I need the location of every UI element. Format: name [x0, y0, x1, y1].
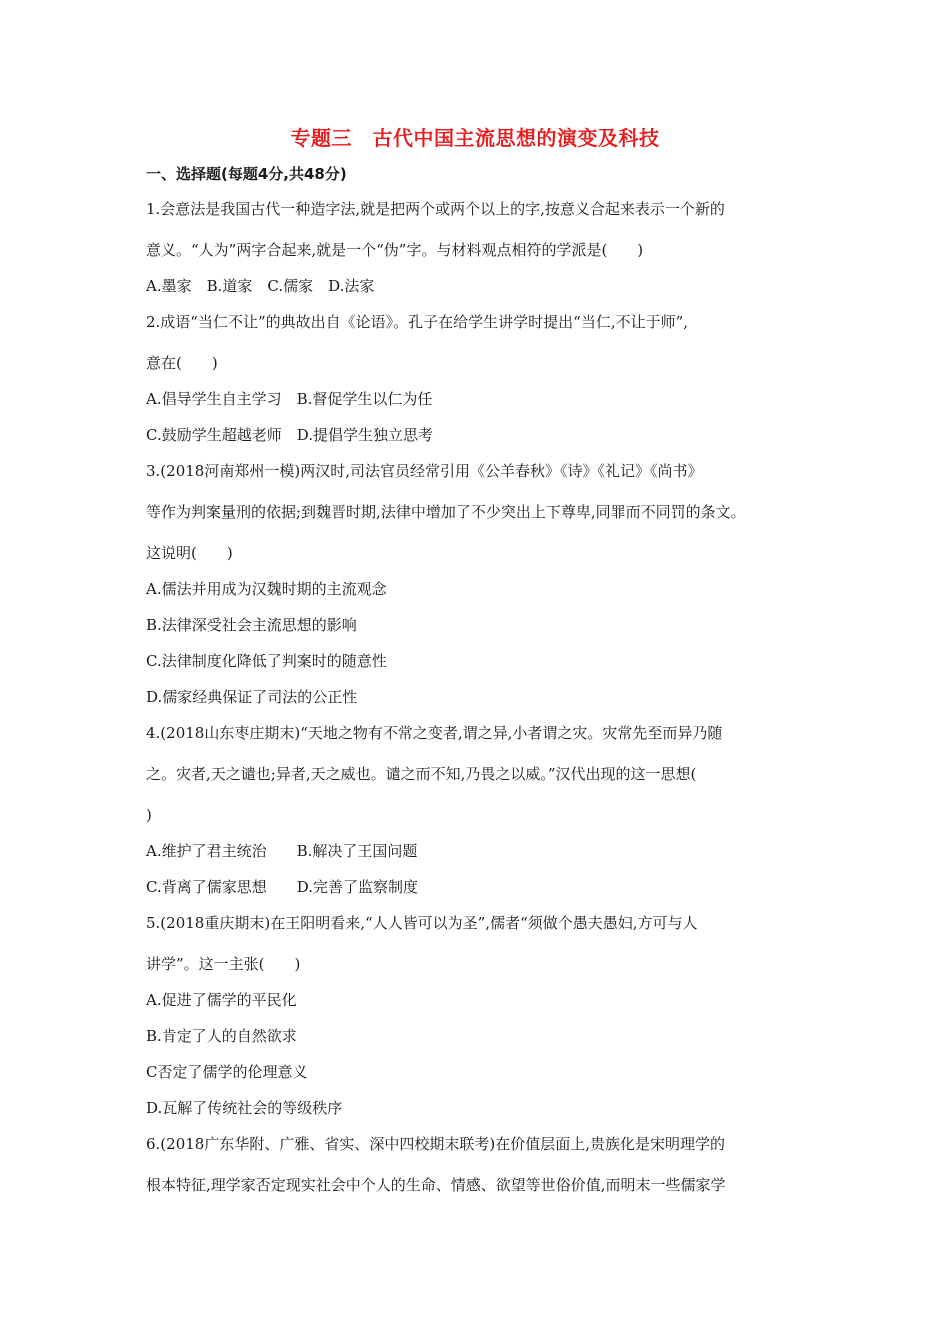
question-5-option-c: C否定了儒学的伦理意义	[146, 1063, 308, 1081]
question-5-option-b: B.肯定了人的自然欲求	[146, 1027, 297, 1045]
question-5-stem-line-2: 讲学”。这一主张( )	[146, 955, 301, 973]
section-heading: 一、选择题(每题4分,共48分)	[146, 165, 347, 183]
question-4-options-ab: A.维护了君主统治 B.解决了王国问题	[146, 842, 418, 860]
question-3-option-d: D.儒家经典保证了司法的公正性	[146, 688, 358, 706]
question-1-stem-line-1: 1.会意法是我国古代一种造字法,就是把两个或两个以上的字,按意义合起来表示一个新的	[146, 200, 725, 218]
question-3-stem-line-2: 等作为判案量刑的依据;到魏晋时期,法律中增加了不少突出上下尊卑,同罪而不同罚的条文。	[146, 503, 746, 521]
question-3-option-a: A.儒法并用成为汉魏时期的主流观念	[146, 580, 387, 598]
question-3-option-b: B.法律深受社会主流思想的影响	[146, 616, 357, 634]
page-title: 专题三 古代中国主流思想的演变及科技	[290, 126, 660, 150]
question-2-stem-line-1: 2.成语“当仁不让”的典故出自《论语》。孔子在给学生讲学时提出“当仁,不让于师”,	[146, 313, 689, 331]
question-5-stem-line-1: 5.(2018重庆期末)在王阳明看来,“人人皆可以为圣”,儒者“须做个愚夫愚妇,方可与人	[146, 914, 698, 932]
question-2-options-cd: C.鼓励学生超越老师 D.提倡学生独立思考	[146, 426, 433, 444]
question-4-stem-line-1: 4.(2018山东枣庄期末)“天地之物有不常之变者,谓之异,小者谓之灾。灾常先至而异乃随	[146, 724, 723, 742]
question-4-options-cd: C.背离了儒家思想 D.完善了监察制度	[146, 878, 418, 896]
question-5-option-a: A.促进了儒学的平民化	[146, 991, 297, 1009]
question-3-stem-line-1: 3.(2018河南郑州一模)两汉时,司法官员经常引用《公羊春秋》《诗》《礼记》《尚书》	[146, 462, 703, 480]
question-3-stem-line-3: 这说明( )	[146, 544, 233, 562]
question-3-option-c: C.法律制度化降低了判案时的随意性	[146, 652, 387, 670]
question-4-stem-line-2: 之。灾者,天之谴也;异者,天之威也。谴之而不知,乃畏之以威。”汉代出现的这一思想(	[146, 765, 697, 783]
question-4-stem-line-3: )	[146, 806, 152, 824]
question-1-options: A.墨家 B.道家 C.儒家 D.法家	[146, 277, 375, 295]
question-6-stem-line-1: 6.(2018广东华附、广雅、省实、深中四校期末联考)在价值层面上,贵族化是宋明理学的	[146, 1135, 725, 1153]
question-6-stem-line-2: 根本特征,理学家否定现实社会中个人的生命、情感、欲望等世俗价值,而明末一些儒家学	[146, 1176, 726, 1194]
question-5-option-d: D.瓦解了传统社会的等级秩序	[146, 1099, 343, 1117]
question-2-options-ab: A.倡导学生自主学习 B.督促学生以仁为任	[146, 390, 433, 408]
question-1-stem-line-2: 意义。“人为”两字合起来,就是一个“伪”字。与材料观点相符的学派是( )	[146, 241, 644, 259]
question-2-stem-line-2: 意在( )	[146, 354, 218, 372]
